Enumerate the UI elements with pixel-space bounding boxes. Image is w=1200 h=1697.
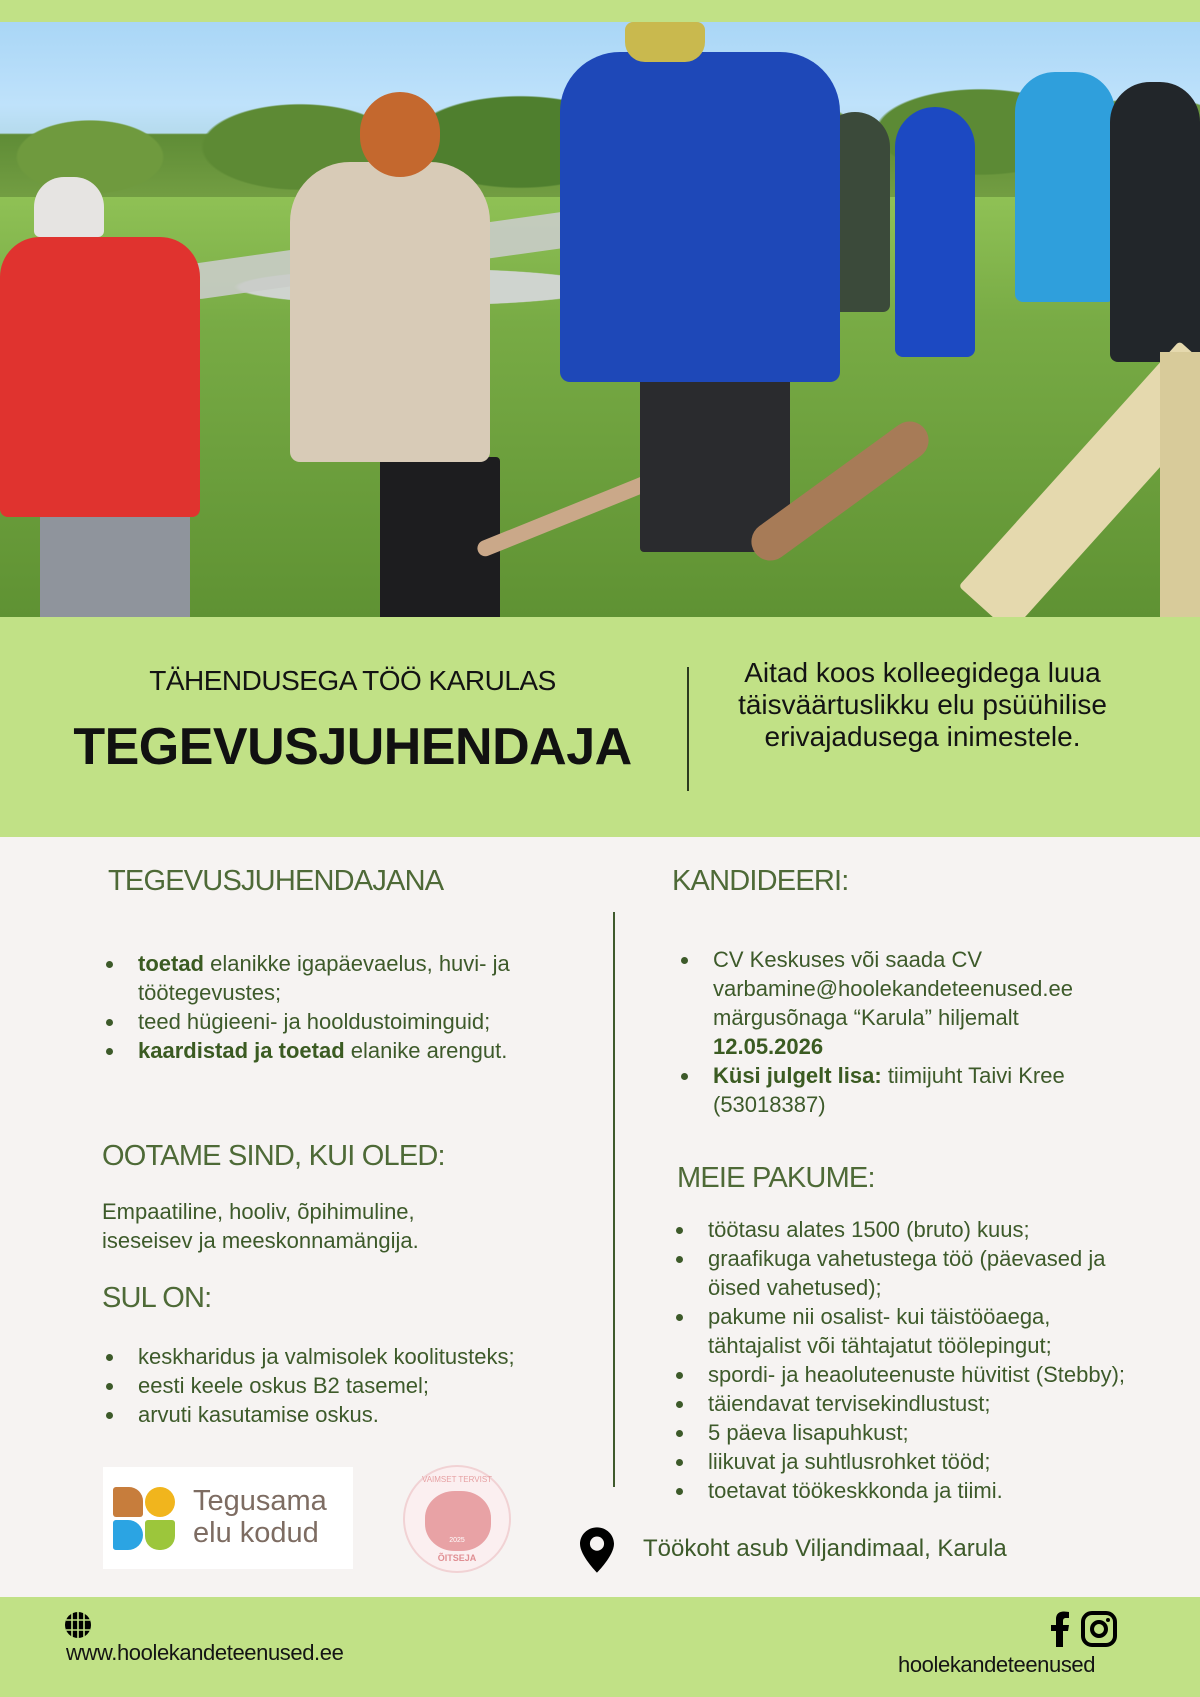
hero-photo [0, 22, 1200, 617]
photo-person [380, 457, 500, 617]
apply-heading: KANDIDEERI: [672, 865, 849, 897]
list-item: toetavat töökeskkonda ja tiimi. [672, 1476, 1142, 1505]
logo-line: Tegusama [193, 1485, 327, 1517]
photo-person [360, 92, 440, 177]
role-heading: TEGEVUSJUHENDAJANA [108, 865, 444, 897]
content [0, 837, 1200, 1597]
tegusama-elu-kodud-logo [103, 1467, 353, 1569]
offer-heading: MEIE PAKUME: [677, 1162, 875, 1194]
photo-wooden-post [1160, 352, 1200, 617]
list-item-bold: Küsi julgelt lisa: [713, 1063, 882, 1088]
logo-line: elu kodud [193, 1517, 319, 1549]
list-item [677, 1061, 1117, 1119]
list-item: pakume nii osalist- kui täistööaega, tähtajalist või tähtajatut töölepingut; [672, 1302, 1142, 1360]
photo-person [560, 52, 840, 382]
footer [0, 1597, 1200, 1697]
location-text: Töökoht asub Viljandimaal, Karula [643, 1535, 1007, 1562]
list-item-text: elanike arengut. [344, 1038, 508, 1063]
list-item-bold: toetad [138, 951, 204, 976]
column-divider [613, 912, 615, 1487]
list-item: graafikuga vahetustega töö (päevased ja öised vahetused); [672, 1244, 1142, 1302]
role-list [102, 949, 522, 1065]
photo-person [1015, 72, 1115, 302]
badge-year: 2025 [449, 1537, 465, 1544]
location-pin-icon [580, 1527, 614, 1573]
badge-bottom-text: ÕITSEJA [437, 1553, 477, 1563]
list-item: täiendavat tervisekindlustust; [672, 1389, 1142, 1418]
top-accent-bar [0, 0, 1200, 22]
contact-person: tiimijuht Taivi Kree (53018387) [713, 1063, 1065, 1117]
social-handle[interactable]: hoolekandeteenused [898, 1652, 1096, 1677]
logo-text [193, 1485, 327, 1549]
facebook-icon[interactable] [1051, 1611, 1069, 1647]
list-item-bold: kaardistad ja toetad [138, 1038, 345, 1063]
apply-list [677, 945, 1117, 1119]
expect-heading: OOTAME SIND, KUI OLED: [102, 1140, 445, 1172]
list-item [102, 1007, 522, 1036]
website-link[interactable]: www.hoolekandeteenused.ee [66, 1640, 344, 1665]
list-item: töötasu alates 1500 (bruto) kuus; [672, 1215, 1142, 1244]
header-subtitle: TÄHENDUSEGA TÖÖ KARULAS [149, 665, 556, 696]
list-item: eesti keele oskus B2 tasemel; [102, 1371, 602, 1400]
photo-person [895, 107, 975, 357]
list-item: liikuvat ja suhtlusrohket tööd; [672, 1447, 1142, 1476]
photo-person [34, 177, 104, 237]
kodu-logo-icon [113, 1487, 177, 1551]
list-item [677, 945, 1117, 1061]
list-item-text: teed hügieeni- ja hooldustoiminguid; [138, 1009, 491, 1034]
list-item [102, 1036, 522, 1065]
header-tagline: Aitad koos kolleegidega luua täisväärtuslikku elu psüühilise erivajadusega inimestele. [738, 657, 1107, 752]
globe-icon [63, 1610, 93, 1640]
photo-person [290, 162, 490, 462]
apply-instructions: CV Keskuses või saada CV varbamine@hoolekandeteenused.ee märgusõnaga “Karula” hiljemalt [713, 947, 1073, 1030]
list-item: 5 päeva lisapuhkust; [672, 1418, 1142, 1447]
page-title: TEGEVUSJUHENDAJA [73, 718, 632, 776]
header-band [0, 617, 1200, 837]
header-divider [687, 667, 689, 791]
requirements-list [102, 1342, 602, 1429]
photo-person [625, 22, 705, 62]
deadline-date: 12.05.2026 [713, 1034, 824, 1059]
list-item [102, 949, 522, 1007]
requirements-heading: SUL ON: [102, 1282, 212, 1314]
badge-top-text: VAIMSET TERVIST [421, 1475, 493, 1484]
list-item: arvuti kasutamise oskus. [102, 1400, 602, 1429]
list-item: keskharidus ja valmisolek koolitusteks; [102, 1342, 602, 1371]
instagram-icon[interactable] [1081, 1611, 1117, 1647]
offer-list [672, 1215, 1142, 1505]
expect-text: Empaatiline, hooliv, õpihimuline, iseseisev ja meeskonnamängija. [102, 1199, 419, 1253]
photo-person [0, 237, 200, 517]
photo-person [1110, 82, 1200, 362]
vaimset-tervist-badge [403, 1465, 511, 1573]
list-item: spordi- ja heaoluteenuste hüvitist (Stebby); [672, 1360, 1142, 1389]
list-item-text: elanikke igapäevaelus, huvi- ja töötegevustes; [138, 951, 510, 1005]
